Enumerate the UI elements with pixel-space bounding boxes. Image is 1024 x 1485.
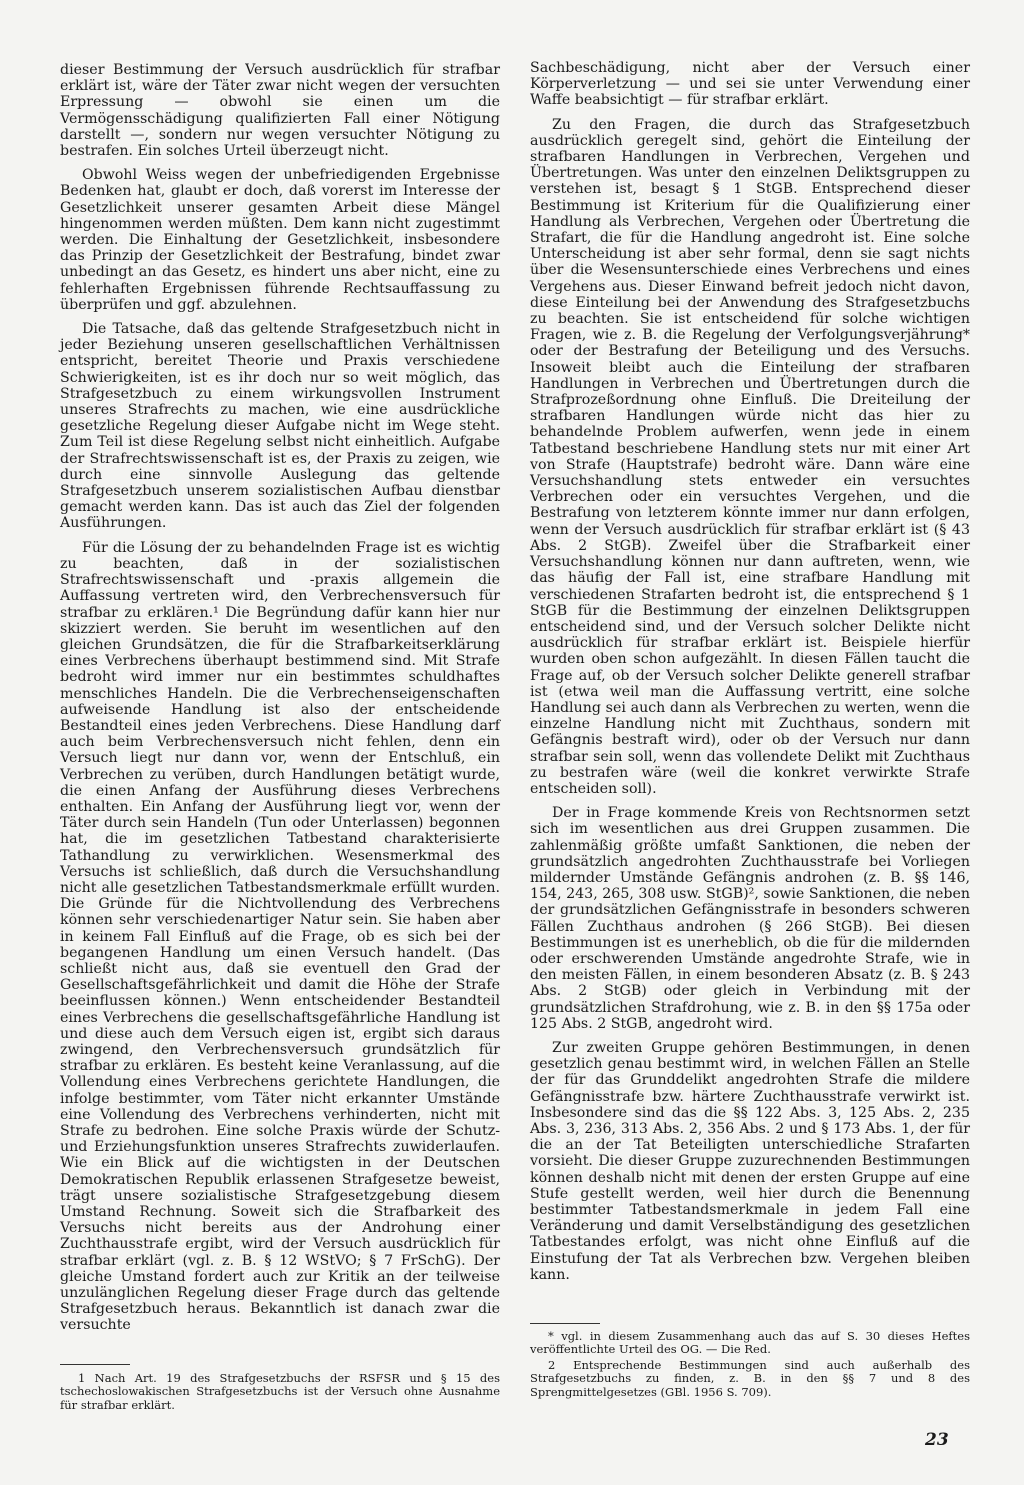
paragraph: dieser Bestimmung der Versuch ausdrücklich für strafbar erklärt ist, wäre der Täter zwar nicht wegen der versuchten Erpressung — obwohl sie einen um die Vermögensschädigung qualifizierten Fall einer Nötigung darstellt —, sondern nur wegen versuchter Nötigung zu bestrafen. Ein solches Urteil überzeugt nicht.: [60, 62, 500, 160]
paragraph: Der in Frage kommende Kreis von Rechtsnormen setzt sich im wesentlichen aus drei Gruppen zusammen. Die zahlenmäßig größte umfaßt Sanktionen, die neben der grundsätzlich angedrohten Zuchthausstrafe bei Vorliegen mildernder Umstände Gefängnis androhen (z. B. §§ 146, 154, 243, 265, 308 usw. StGB)², sowie Sanktionen, die neben der grundsätzlichen Gefängnisstrafe in besonders schweren Fällen Zuchthaus androhen (§ 266 StGB). Bei diesen Bestimmungen ist es unerheblich, ob die für die mildernden oder erschwerenden Umstände angedrohte Strafe, wie in den meisten Fällen, in einem besonderen Absatz (z. B. § 243 Abs. 2 StGB) oder gleich in Verbindung mit der grundsätzlichen Strafdrohung, wie z. B. in den §§ 175a oder 125 Abs. 2 StGB, angedroht wird.: [530, 805, 970, 1032]
paragraph: Die Tatsache, daß das geltende Strafgesetzbuch nicht in jeder Beziehung unseren gesellschaftlichen Verhältnissen entspricht, bereitet Theorie und Praxis verschiedene Schwierigkeiten, ist es ihr doch nur so weit möglich, das Strafgesetzbuch zu einem wirkungsvollen Instrument unseres Strafrechts zu machen, wie eine ausdrückliche gesetzliche Regelung dieser Aufgabe nicht im Wege steht. Zum Teil ist diese Regelung selbst nicht einheitlich. Aufgabe der Strafrechtswissenschaft ist es, der Praxis zu zeigen, wie durch eine sinnvolle Auslegung das geltende Strafgesetzbuch unserem sozialistischen Aufbau dienstbar gemacht werden kann. Das ist auch das Ziel der folgenden Ausführungen.: [60, 321, 500, 532]
right-text-column: [530, 60, 970, 1283]
left-text-column: [60, 62, 500, 1334]
footnotes-left: [60, 1372, 500, 1414]
paragraph: Für die Lösung der zu behandelnden Frage ist es wichtig zu beachten, daß in der sozialistischen Strafrechtswissenschaft und -praxis allgemein die Auffassung vertreten wird, den Verbrechensversuch für strafbar zu erklären.¹ Die Begründung dafür kann hier nur skizziert werden. Sie beruht im wesentlichen auf den gleichen Grundsätzen, die für die Strafbarkeitserklärung eines Verbrechens überhaupt bestimmend sind. Mit Strafe bedroht wird immer nur ein bestimmtes schuldhaftes menschliches Handeln. Die die Verbrechenseigenschaften aufweisende Handlung ist also der entscheidende Bestandteil eines jeden Verbrechens. Diese Handlung darf auch beim Verbrechensversuch nicht fehlen, denn ein Versuch liegt nur dann vor, wenn der Entschluß, ein Verbrechen zu verüben, durch Handlungen betätigt wurde, die einen Anfang der Ausführung dieses Verbrechens enthalten. Ein Anfang der Ausführung liegt vor, wenn der Täter durch sein Handeln (Tun oder Unterlassen) begonnen hat, die im gesetzlichen Tatbestand charakterisierte Tathandlung zu verwirklichen. Wesensmerkmal des Versuchs ist schließlich, daß durch die Versuchshandlung nicht alle gesetzlichen Tatbestandsmerkmale erfüllt wurden. Die Gründe für die Nichtvollendung des Verbrechens können sehr verschiedenartiger Natur sein. Sie haben aber in keinem Fall Einfluß auf die Frage, ob es sich bei der begangenen Handlung um einen Versuch handelt. (Das schließt nicht aus, daß sie eventuell den Grad der Gesellschaftsgefährlichkeit und damit die Höhe der Strafe beeinflussen können.) Wenn entscheidender Bestandteil eines Verbrechens die gesellschaftsgefährliche Handlung ist und diese auch dem Versuch eigen ist, ergibt sich daraus zwingend, den Verbrechensversuch grundsätzlich für strafbar zu erklären. Es besteht keine Veranlassung, auf die Vollendung eines Verbrechens gerichtete Handlungen, die infolge bestimmter, vom Täter nicht erkannter Umstände eine Vollendung des Verbrechens verhinderten, nicht mit Strafe zu bedrohen. Eine solche Praxis würde der Schutz- und Erziehungsfunktion unseres Strafrechts zuwiderlaufen. Wie ein Blick auf die wichtigsten in der Deutschen Demokratischen Republik erlassenen Strafgesetze beweist, trägt unsere sozialistische Strafgesetzgebung diesem Umstand Rechnung. Soweit sich die Strafbarkeit des Versuchs nicht bereits aus der Androhung einer Zuchthausstrafe ergibt, wird der Versuch ausdrücklich für strafbar erklärt (vgl. z. B. § 12 WStVO; § 7 FrSchG). Der gleiche Umstand fordert auch zur Kritik an der teilweise unzulänglichen Regelung dieser Frage durch das geltende Strafgesetzbuch heraus. Bekanntlich ist danach zwar die versuchte: [60, 539, 500, 1334]
paragraph: Obwohl Weiss wegen der unbefriedigenden Ergebnisse Bedenken hat, glaubt er doch, daß vorerst im Interesse der Gesetzlichkeit unserer gesamten Arbeit diese Mängel hingenommen werden müßten. Dem kann nicht zugestimmt werden. Die Einhaltung der Gesetzlichkeit, insbesondere das Prinzip der Gesetzlichkeit der Bestrafung, bindet zwar unbedingt an das Gesetz, es hindert uns aber nicht, eine zu fehlerhaften Ergebnissen führende Rechtsauffassung zu überprüfen und ggf. abzulehnen.: [60, 167, 500, 313]
footnote-divider: [530, 1323, 600, 1324]
paragraph: Zu den Fragen, die durch das Strafgesetzbuch ausdrücklich geregelt sind, gehört die Einteilung der strafbaren Handlungen in Verbrechen, Vergehen und Übertretungen. Was unter den einzelnen Deliktsgruppen zu verstehen ist, besagt § 1 StGB. Entsprechend dieser Bestimmung ist Kriterium für die Qualifizierung einer Handlung als Verbrechen, Vergehen oder Übertretung die Strafart, die für die Handlung angedroht ist. Eine solche Unterscheidung ist aber sehr formal, denn sie sagt nichts über die Wesensunterschiede eines Verbrechens und eines Vergehens aus. Dieser Einwand befreit jedoch nicht davon, diese Einteilung bei der Anwendung des Strafgesetzbuchs zu beachten. Sie ist entscheidend für solche wichtigen Fragen, wie z. B. die Regelung der Verfolgungsverjährung* oder der Bestrafung der Beteiligung und des Versuchs. Insoweit bleibt auch die Einteilung der strafbaren Handlungen in Verbrechen und Übertretungen durch die Strafprozeßordnung ohne Einfluß. Die Dreiteilung der strafbaren Handlungen würde nicht das hier zu behandelnde Problem aufwerfen, wenn jede in einem Tatbestand beschriebene Handlung stets nur mit einer Art von Strafe (Hauptstrafe) bedroht wäre. Dann wäre eine Versuchshandlung stets entweder ein versuchtes Verbrechen oder ein versuchtes Vergehen, und die Bestrafung von letzterem könnte immer nur dann erfolgen, wenn der Versuch ausdrücklich für strafbar erklärt ist (§ 43 Abs. 2 StGB). Zweifel über die Strafbarkeit einer Versuchshandlung können nur dann auftreten, wenn, wie das häufig der Fall ist, eine strafbare Handlung mit verschiedenen Strafarten bedroht ist, die entsprechend § 1 StGB für die Bestimmung der einzelnen Deliktsgruppen entscheidend sind, und der Versuch solcher Delikte nicht ausdrücklich für strafbar erklärt ist. Beispiele hierfür wurden oben schon aufgezählt. In diesen Fällen taucht die Frage auf, ob der Versuch solcher Delikte generell strafbar ist (etwa weil man die Auffassung vertritt, eine solche Handlung sei auch dann als Verbrechen zu werten, wenn die einzelne Handlung nicht mit Zuchthaus, sondern mit Gefängnis bestraft wird), oder ob der Versuch nur dann strafbar sein soll, wenn das vollendete Delikt mit Zuchthaus zu bestrafen wäre (weil die konkret verwirkte Strafe entscheiden soll).: [530, 116, 970, 797]
footnotes-right: [530, 1330, 970, 1401]
footnote: * vgl. in diesem Zusammenhang auch das auf S. 30 dieses Heftes veröffentlichte Urteil des OG. — Die Red.: [530, 1329, 970, 1357]
page-number: 23: [925, 1430, 949, 1450]
paragraph: Zur zweiten Gruppe gehören Bestimmungen, in denen gesetzlich genau bestimmt wird, in welchen Fällen an Stelle der für das Grunddelikt angedrohten Strafe die mildere Gefängnisstrafe bzw. härtere Zuchthausstrafe verwirkt ist. Insbesondere sind das die §§ 122 Abs. 3, 125 Abs. 2, 235 Abs. 3, 236, 313 Abs. 2, 356 Abs. 2 und § 173 Abs. 1, der für die an der Tat Beteiligten unterschiedliche Strafarten vorsieht. Die dieser Gruppe zuzurechnenden Bestimmungen können deshalb nicht mit denen der ersten Gruppe auf eine Stufe gestellt werden, weil hier durch die Benennung bestimmter Tatbestandsmerkmale in jedem Fall eine Veränderung und damit Verselbständigung des gesetzlichen Tatbestandes erfolgt, was nicht ohne Einfluß auf die Einstufung der Tat als Verbrechen bzw. Vergehen bleiben kann.: [530, 1039, 970, 1283]
footnote: 2 Entsprechende Bestimmungen sind auch außerhalb des Strafgesetzbuchs zu finden, z. B. in den §§ 7 und 8 des Sprengmittelgesetzes (GBl. 1956 S. 709).: [530, 1357, 970, 1399]
paragraph: Sachbeschädigung, nicht aber der Versuch einer Körperverletzung — und sei sie unter Verwendung einer Waffe beabsichtigt — für strafbar erklärt.: [530, 60, 970, 109]
footnote-divider: [60, 1364, 130, 1365]
footnote: 1 Nach Art. 19 des Strafgesetzbuchs der RSFSR und § 15 des tschechoslowakischen Strafgesetzbuchs ist der Versuch ohne Ausnahme für strafbar erklärt.: [60, 1371, 500, 1412]
